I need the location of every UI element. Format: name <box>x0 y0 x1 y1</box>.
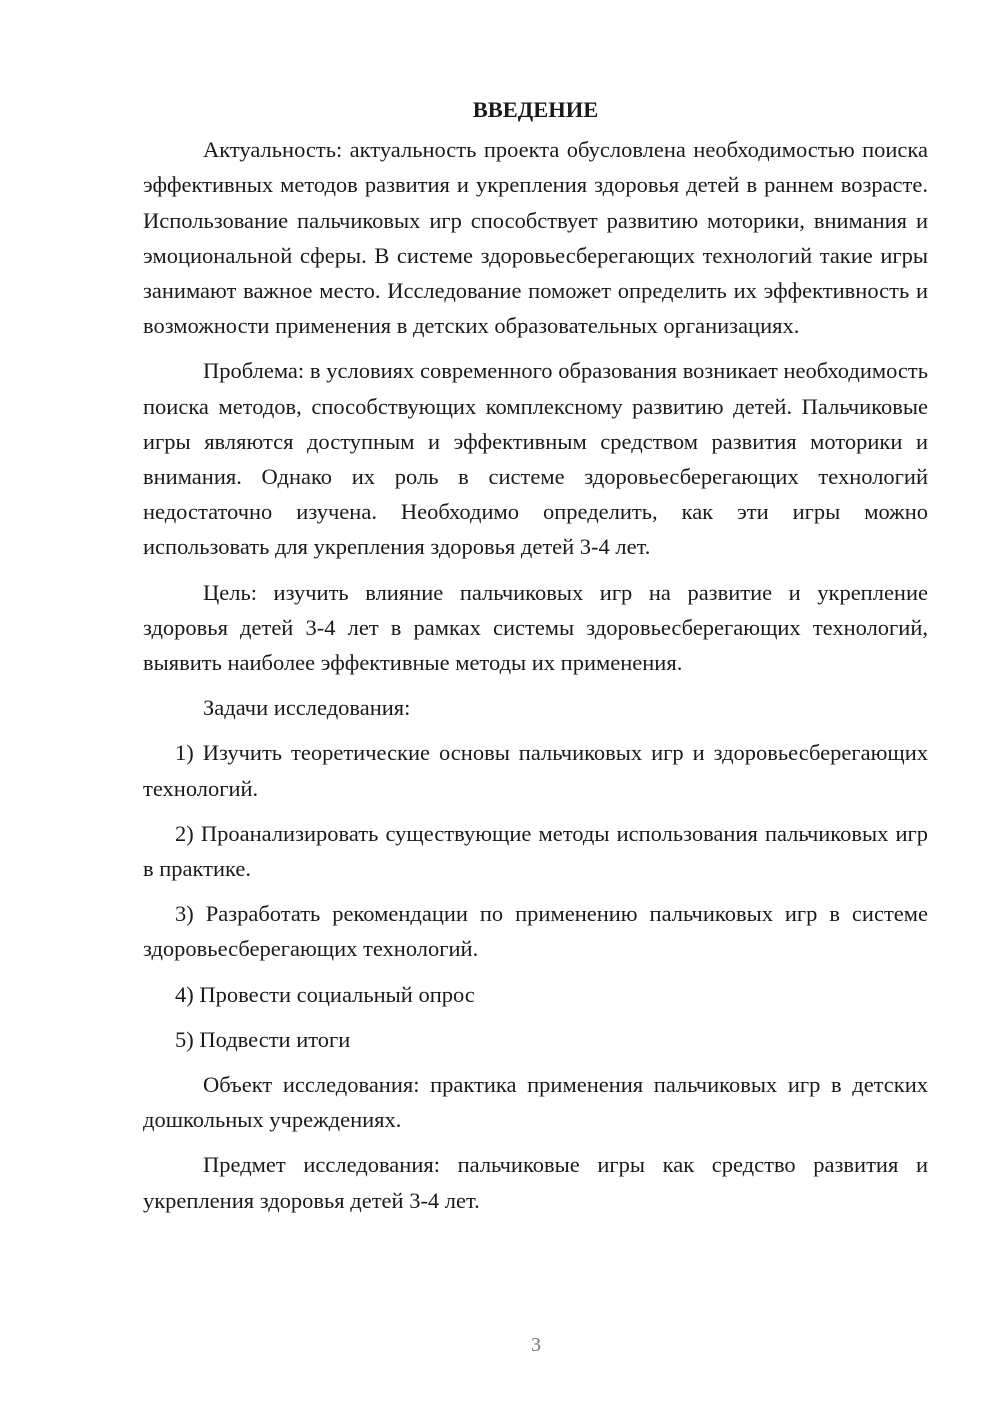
list-item: 5) Подвести итоги <box>175 1026 351 1052</box>
list-item: 2) Проанализировать существующие методы использования пальчиковых игр в практике. <box>143 820 928 882</box>
paragraph-problem: Проблема: в условиях современного образования возникает необходимость поиска методов, способствующих комплексному развитию детей. Пальчиковые игры являются доступным и эффективным средством развития моторики и внимания. Однако их роль в системе здоровьесберегающих технологий недостаточно изучена. Необходимо определить, как эти игры можно использовать для укрепления здоровья детей 3-4 лет. <box>143 358 928 560</box>
paragraph-relevance: Актуальность: актуальность проекта обусловлена необходимостью поиска эффективных методов развития и укрепления здоровья детей в раннем возрасте. Использование пальчиковых игр способствует развитию моторики, внимания и эмоциональной сферы. В системе здоровьесберегающих технологий такие игры занимают важное место. Исследование поможет определить их эффективность и возможности применения в детских образовательных организациях. <box>143 137 928 339</box>
page-title: ВВЕДЕНИЕ <box>472 97 599 122</box>
paragraph-object: Объект исследования: практика применения пальчиковых игр в детских дошкольных учреждениях. <box>143 1072 928 1133</box>
list-item: 1) Изучить теоретические основы пальчиковых игр и здоровьесберегающих технологий. <box>143 740 928 801</box>
tasks-list <box>143 735 928 1057</box>
list-item: 4) Провести социальный опрос <box>175 981 475 1007</box>
list-item: 3) Разработать рекомендации по применению пальчиковых игр в системе здоровьесберегающих технологий. <box>143 901 928 962</box>
paragraph-subject: Предмет исследования: пальчиковые игры как средство развития и укрепления здоровья детей 3-4 лет. <box>143 1152 928 1213</box>
tasks-heading: Задачи исследования: <box>203 695 411 721</box>
paragraph-goal: Цель: изучить влияние пальчиковых игр на развитие и укрепление здоровья детей 3-4 лет в рамках системы здоровьесберегающих технологий, выявить наиболее эффективные методы их применения. <box>143 579 928 676</box>
document-page <box>143 92 928 1218</box>
page-number: 3 <box>531 1334 541 1356</box>
